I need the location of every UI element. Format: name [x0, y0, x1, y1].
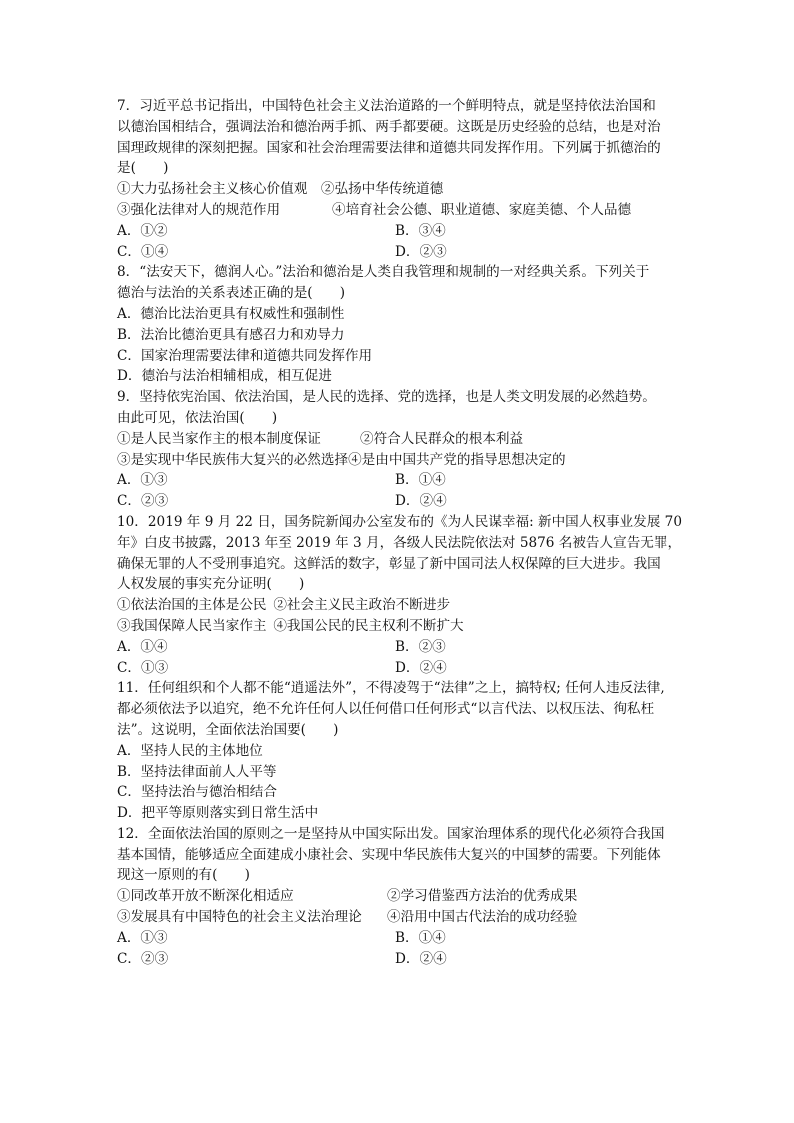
- statement-line: [117, 179, 679, 200]
- statement-item: ①是人民当家作主的根本制度保证: [117, 430, 321, 447]
- question-stem-line: 基本国情，能够适应全面建成小康社会、实现中华民族伟大复兴的中国梦的需要。下列能体: [117, 846, 661, 863]
- option-a: A．①④: [117, 638, 168, 655]
- option-a: A．①②: [117, 222, 168, 239]
- statement-item: ③我国保障人民当家作主: [117, 617, 267, 634]
- option-row: [117, 928, 679, 949]
- statement-item: ①同改革开放不断深化相适应: [117, 888, 294, 905]
- option-a: A．①③: [117, 472, 168, 489]
- option-b: B．坚持法律面前人人平等: [117, 763, 277, 780]
- option-row: [117, 221, 679, 242]
- question-stem-line: 9．坚持依宪治国、依法治国，是人民的选择、党的选择，也是人类文明发展的必然趋势。: [117, 389, 656, 406]
- question-stem-line: 10．2019 年 9 月 22 日，国务院新闻办公室发布的《为人民谋幸福: 新中国人权事业发展 70: [117, 513, 682, 530]
- question-stem-line: 年》白皮书披露，2013 年至 2019 年 3 月，各级人民法院依法对 5876 名被告人宣告无罪，: [117, 534, 682, 551]
- option-b: B．法治比德治更具有感召力和劝导力: [117, 326, 345, 343]
- option-a: A．德治比法治更具有权威性和强制性: [117, 305, 345, 322]
- statement-item: ④我国公民的民主权利不断扩大: [273, 617, 464, 634]
- option-d: D．②④: [395, 950, 447, 967]
- statement-line: [117, 200, 679, 221]
- option-d: D．②③: [395, 243, 447, 260]
- question-stem-line: 确保无罪的人不受刑事追究。这鲜活的数字，彰显了新中国司法人权保障的巨大进步。我国: [117, 555, 661, 572]
- option-row: [117, 242, 679, 263]
- question-stem-line: 国理政规律的深刻把握。国家和社会治理需要法律和道德共同发挥作用。下列属于抓德治的: [117, 139, 661, 156]
- option-row: [117, 637, 679, 658]
- statement-item: ①大力弘扬社会主义核心价值观: [117, 181, 308, 198]
- option-d: D．把平等原则落实到日常生活中: [117, 805, 319, 822]
- question-8: [117, 262, 679, 387]
- option-c: C．②③: [117, 493, 169, 510]
- question-stem-line: 人权发展的事实充分证明( ): [117, 576, 305, 593]
- statement-item: ③发展具有中国特色的社会主义法治理论: [117, 909, 362, 926]
- question-stem-line: 法”。这说明，全面依法治国要( ): [117, 721, 339, 738]
- option-a: A．①③: [117, 929, 168, 946]
- option-a: A．坚持人民的主体地位: [117, 742, 263, 759]
- question-11: [117, 678, 679, 824]
- statement-item: ④是由中国共产党的指导思想决定的: [348, 451, 566, 468]
- statement-item: ②学习借鉴西方法治的优秀成果: [387, 888, 578, 905]
- statement-line: [117, 907, 679, 928]
- option-b: B．①④: [395, 929, 446, 946]
- option-c: C．坚持法治与德治相结合: [117, 784, 277, 801]
- option-row: [117, 491, 679, 512]
- question-12: [117, 824, 679, 970]
- option-b: B．②③: [395, 638, 446, 655]
- question-9: [117, 387, 679, 512]
- question-stem-line: 德治与法治的关系表述正确的是( ): [117, 285, 346, 302]
- question-stem-line: 7．习近平总书记指出，中国特色社会主义法治道路的一个鲜明特点，就是坚持依法治国和: [117, 98, 656, 114]
- option-row: [117, 949, 679, 970]
- option-b: B．③④: [395, 222, 446, 239]
- question-7: [117, 96, 679, 262]
- option-d: D．②④: [395, 659, 447, 676]
- statement-item: ④沿用中国古代法治的成功经验: [387, 909, 578, 926]
- question-stem-line: 8．“法安天下，德润人心。”法治和德治是人类自我管理和规制的一对经典关系。下列关于: [117, 264, 650, 281]
- option-row: [117, 658, 679, 679]
- question-stem-line: 由此可见，依法治国( ): [117, 409, 278, 426]
- statement-item: ②社会主义民主政治不断进步: [273, 597, 451, 614]
- question-10: [117, 512, 682, 678]
- statement-line: [117, 429, 679, 450]
- option-c: C．国家治理需要法律和道德共同发挥作用: [117, 347, 373, 364]
- option-c: C．①③: [117, 659, 169, 676]
- question-stem-line: 12．全面依法治国的原则之一是坚持从中国实际出发。国家治理体系的现代化必须符合我国: [117, 825, 665, 842]
- question-stem-line: 都必须依法予以追究，绝不允许任何人以任何借口任何形式“以言代法、以权压法、徇私枉: [117, 701, 655, 718]
- statement-line: [117, 450, 679, 471]
- exam-page: [117, 96, 682, 969]
- statement-item: ③是实现中华民族伟大复兴的必然选择: [117, 451, 349, 468]
- option-row: [117, 470, 679, 491]
- option-d: D．德治与法治相辅相成，相互促进: [117, 368, 332, 385]
- statement-item: ③强化法律对人的规范作用: [117, 201, 281, 218]
- statement-line: [117, 886, 679, 907]
- question-stem-line: 以德治国相结合，强调法治和德治两手抓、两手都要硬。这既是历史经验的总结，也是对治: [117, 118, 661, 135]
- statement-item: ②符合人民群众的根本利益: [360, 430, 524, 447]
- statement-line: [117, 616, 679, 637]
- statement-item: ①依法治国的主体是公民: [117, 597, 267, 614]
- option-c: C．①④: [117, 243, 169, 260]
- question-stem-line: 是( ): [117, 160, 169, 177]
- statement-line: [117, 595, 679, 616]
- question-stem-line: 现这一原则的有( ): [117, 867, 250, 884]
- option-c: C．②③: [117, 950, 169, 967]
- question-stem-line: 11．任何组织和个人都不能“逍遥法外”，不得凌驾于“法律”之上，搞特权; 任何人违反法律,: [117, 680, 665, 697]
- statement-item: ②弘扬中华传统道德: [320, 181, 444, 198]
- statement-item: ④培育社会公德、职业道德、家庭美德、个人品德: [332, 201, 632, 218]
- option-b: B．①④: [395, 472, 446, 489]
- option-d: D．②④: [395, 493, 447, 510]
